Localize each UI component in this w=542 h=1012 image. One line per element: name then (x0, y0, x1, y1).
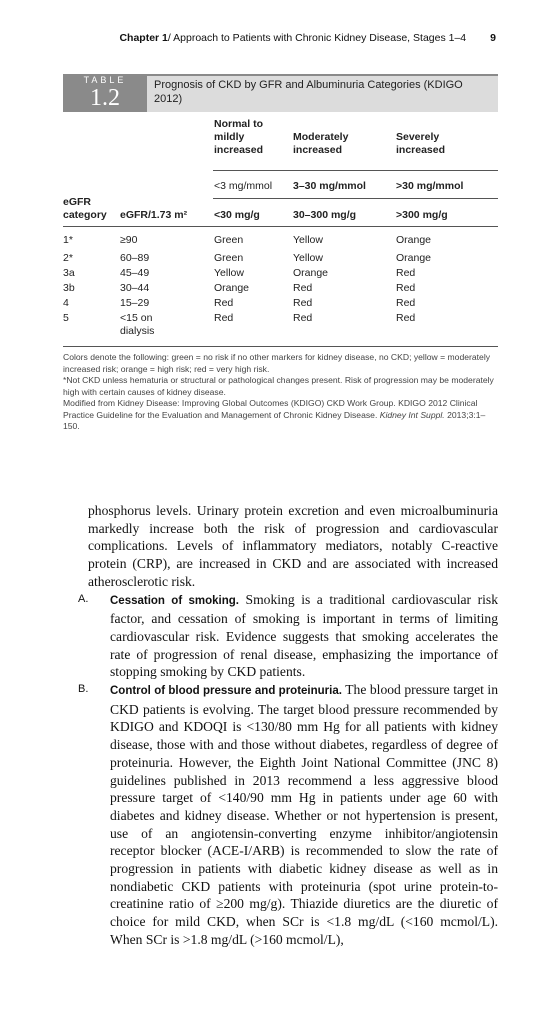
body-text (78, 502, 499, 949)
cell-moderate: Yellow (293, 234, 323, 246)
table-title: Prognosis of CKD by GFR and Albuminuria Categories (KDIGO 2012) (154, 79, 463, 105)
col-header-moderate: Moderately increased (293, 131, 349, 156)
source-journal: Kidney Int Suppl. (379, 409, 445, 420)
table-row (63, 267, 498, 282)
cell-category: 1* (63, 234, 73, 246)
item-b-text: The blood pressure target in CKD patients is evolving. The target blood pressure recommended by KDIGO and KDOQI is <130/80 mm Hg for all patients with kidney disease, those with and those without diabetes, regardless of degree of proteinuria. However, the Eighth Joint National Committee (JNC 8) guidelines published in 2013 recommend a less aggressive blood pressure target of <140/90 mm Hg in patients under age 60 with diabetes and kidney disease. Whether or not hypertension is present, use of an angiotensin-converting enzyme inhibitor/angiotensin receptor blocker (ACE-I/ARB) is recommended to slow the rate of progression in patients with diabetic kidney disease as well as in nondiabetic CKD patients with proteinuria (spot urine protein-to-creatinine ratio of ≥200 mg/g). Thiazide diuretics are the diuretic of choice for mild CKD, when SCr is <1.8 mg/dL (<160 mcmol/L). When SCr is >1.8 mg/dL (>160 mcmol/L), (110, 682, 498, 947)
item-a-heading: Cessation of smoking. (110, 594, 239, 607)
mg-normal: <30 mg/g (214, 209, 260, 221)
col-header-severe: Severely increased (396, 131, 446, 156)
cell-category: 2* (63, 252, 73, 264)
cell-severe: Orange (396, 252, 432, 264)
table-footnotes (63, 352, 498, 433)
table-row (63, 282, 498, 297)
cell-normal: Green (214, 234, 244, 246)
cell-gfr: 15–29 (120, 297, 150, 309)
running-header (112, 32, 496, 44)
mmol-severe: >30 mg/mmol (396, 180, 464, 192)
cell-severe: Red (396, 312, 416, 324)
rule-header-bottom (63, 226, 498, 227)
rule-table-bottom (63, 346, 498, 347)
cell-gfr: <15 on dialysis (120, 312, 155, 337)
cell-gfr: 30–44 (120, 282, 150, 294)
cell-category: 4 (63, 297, 69, 309)
table-row (63, 234, 498, 249)
cell-severe: Orange (396, 234, 432, 246)
cell-severe: Red (396, 282, 416, 294)
cell-normal: Yellow (214, 267, 244, 279)
cell-moderate: Yellow (293, 252, 323, 264)
mg-severe: >300 mg/g (396, 209, 448, 221)
col-header-normal: Normal to mildly increased (214, 118, 264, 156)
intro-paragraph: phosphorus levels. Urinary protein excretion and even microalbuminuria markedly increase both the risk of progression and cardiovascular complications. Levels of inflammatory mediators, notably C-reactive protein (CRP), are increased in CKD and are associated with increased atherosclerotic risk. (88, 503, 498, 589)
cell-severe: Red (396, 297, 416, 309)
cell-gfr: 60–89 (120, 252, 150, 264)
cell-normal: Green (214, 252, 244, 264)
table-row (63, 312, 498, 342)
table-row (63, 252, 498, 267)
mmol-moderate: 3–30 mg/mmol (293, 180, 366, 192)
cell-moderate: Red (293, 297, 313, 309)
cell-category: 5 (63, 312, 69, 324)
item-a-text: Smoking is a traditional cardiovascular risk factor, and cessation of smoking is important in terms of limiting cardiovascular risk. Evidence suggests that smoking accelerates the rate of progression of renal disease, emphasizing the importance of stopping smoking by CKD patients. (110, 591, 499, 680)
cell-category: 3a (63, 267, 75, 279)
color-legend-note: Colors denote the following: green = no risk if no other markers for kidney disease, no CKD; yellow = moderately increased risk; orange = high risk; red = very high risk. (63, 352, 491, 374)
cell-gfr: ≥90 (120, 234, 138, 246)
cell-normal: Red (214, 297, 234, 309)
list-item-b (78, 681, 498, 949)
cell-moderate: Red (293, 282, 313, 294)
cell-severe: Red (396, 267, 416, 279)
table-tag-word: TABLE (83, 75, 127, 85)
cell-category: 3b (63, 282, 75, 294)
list-item-a (78, 591, 499, 682)
item-b-marker: B. (78, 683, 89, 696)
rule-middle (213, 198, 498, 199)
mg-moderate: 30–300 mg/g (293, 209, 357, 221)
table-caption (58, 74, 498, 112)
mmol-normal: <3 mg/mmol (214, 180, 273, 192)
item-b-heading: Control of blood pressure and proteinuria. (110, 685, 342, 698)
cell-normal: Red (214, 312, 234, 324)
cell-gfr: 45–49 (120, 267, 150, 279)
rule-upper (213, 170, 498, 171)
table-tag (63, 74, 147, 112)
cell-moderate: Orange (293, 267, 329, 279)
asterisk-note: *Not CKD unless hematuria or structural or pathological changes present. Risk of progression may be moderately high with certain causes of kidney disease. (63, 375, 494, 397)
row-header-units: eGFR/1.73 m² (120, 209, 188, 221)
source-citation: 2013;3:1–150. (63, 409, 486, 431)
source-note (63, 398, 498, 433)
source-text: Modified from Kidney Disease: Improving Global Outcomes (KDIGO) CKD Work Group. KDIGO 2012 Clinical Practice Guideline for the Evaluation and Management of Chronic Kidney Disease. (63, 398, 478, 420)
table-tag-number: 1.2 (90, 85, 120, 111)
item-a-marker: A. (78, 592, 89, 605)
table-row (63, 297, 498, 312)
row-header-egfr: eGFR category (63, 196, 107, 221)
cell-moderate: Red (293, 312, 313, 324)
page-number: 9 (490, 32, 496, 44)
chapter-title: / Approach to Patients with Chronic Kidney Disease, Stages 1–4 (167, 32, 467, 44)
chapter-label: Chapter 1 (119, 32, 168, 44)
cell-normal: Orange (214, 282, 250, 294)
